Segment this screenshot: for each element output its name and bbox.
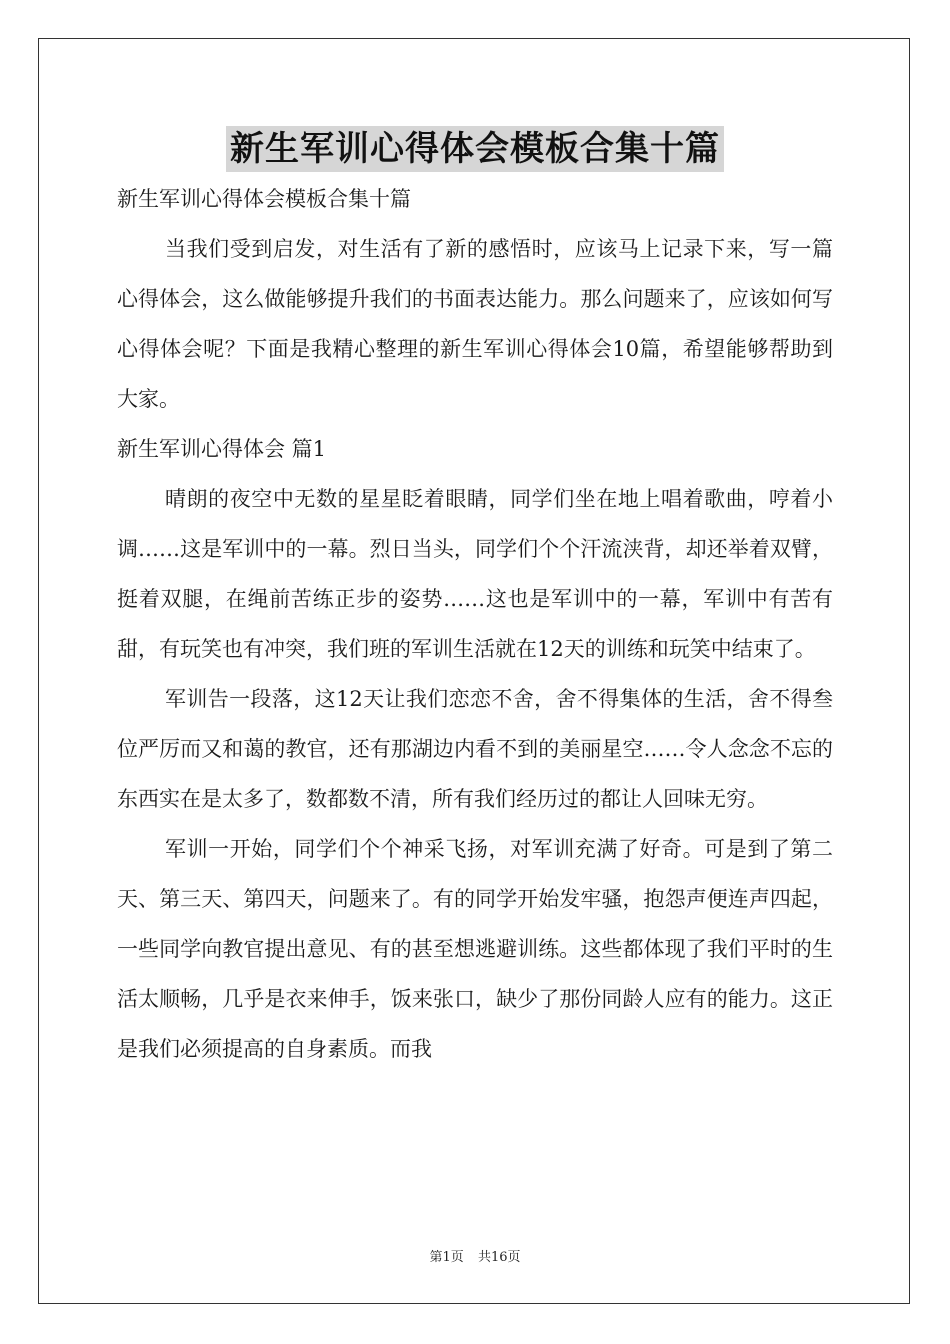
document-subtitle: 新生军训心得体会模板合集十篇 [117,187,411,211]
document-title: 新生军训心得体会模板合集十篇 [226,126,724,172]
body-paragraph: 军训告一段落，这12天让我们恋恋不舍，舍不得集体的生活，舍不得叁位严厉而又和蔼的教官，还有那湖边内看不到的美丽星空……令人念念不忘的东西实在是太多了，数都数不清，所有我们经历过的都让人回味无穷。 [117,687,833,811]
body-paragraph: 军训一开始，同学们个个神采飞扬，对军训充满了好奇。可是到了第二天、第三天、第四天，问题来了。有的同学开始发牢骚，抱怨声便连声四起，一些同学向教官提出意见、有的甚至想逃避训练。这些都体现了我们平时的生活太顺畅，几乎是衣来伸手，饭来张口，缺少了那份同龄人应有的能力。这正是我们必须提高的自身素质。而我 [117,837,833,1061]
title-container [0,126,950,172]
intro-paragraph: 当我们受到启发，对生活有了新的感悟时，应该马上记录下来，写一篇心得体会，这么做能够提升我们的书面表达能力。那么问题来了，应该如何写心得体会呢？下面是我精心整理的新生军训心得体会10篇，希望能够帮助到大家。 [117,237,833,411]
section-heading: 新生军训心得体会 篇1 [117,437,327,461]
body-paragraph: 晴朗的夜空中无数的星星眨着眼睛，同学们坐在地上唱着歌曲，哼着小调……这是军训中的一幕。烈日当头，同学们个个汗流浃背，却还举着双臂，挺着双腿，在绳前苦练正步的姿势……这也是军训中的一幕，军训中有苦有甜，有玩笑也有冲突，我们班的军训生活就在12天的训练和玩笑中结束了。 [117,487,833,661]
document-body [117,174,833,1074]
page-number-current: 第1页 [429,1250,464,1265]
page-number-total: 共16页 [477,1250,521,1265]
page-footer [0,1246,950,1265]
